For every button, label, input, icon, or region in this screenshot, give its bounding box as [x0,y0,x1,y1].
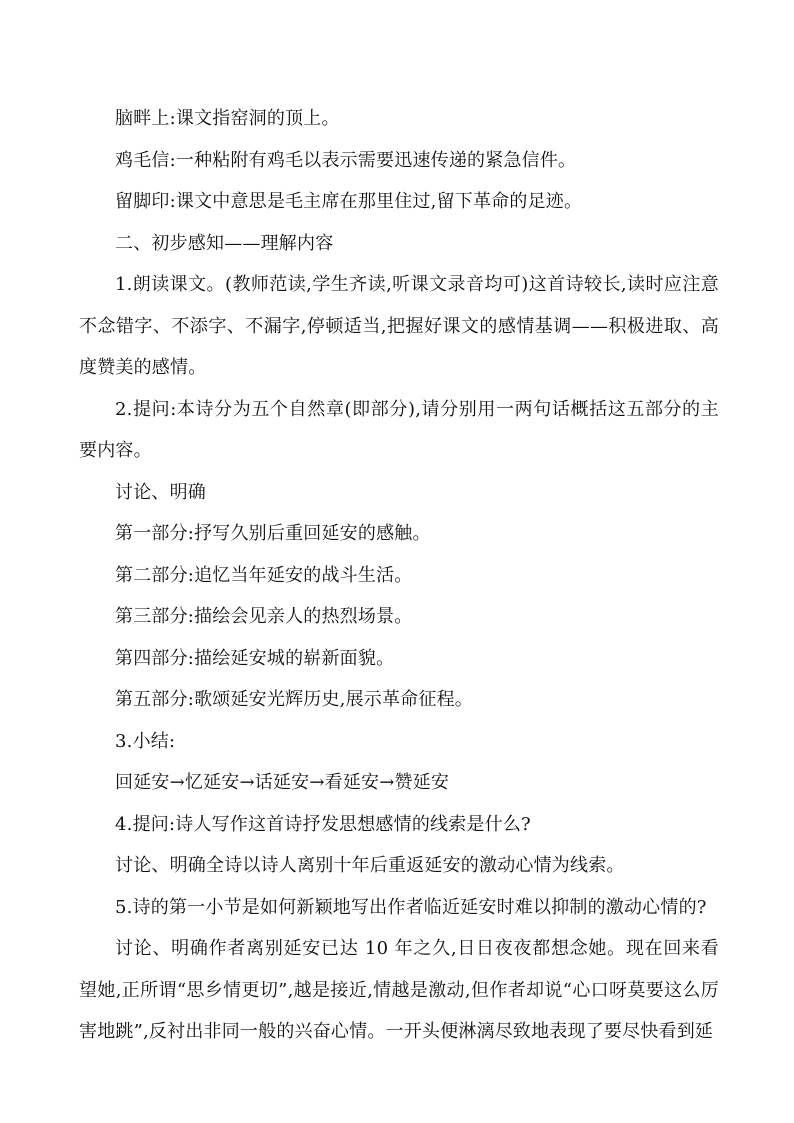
part-4-summary: 第四部分:描绘延安城的崭新面貌。 [115,647,395,669]
definition-liujiaoyin: 留脚印:课文中意思是毛主席在那里住过,留下革命的足迹。 [115,191,583,212]
summary-chain: 回延安→忆延安→话延安→看延安→赞延安 [115,772,450,793]
step-1-paragraph: 1.朗读课文。(教师范读,学生齐读,听课文录音均可)这首诗较长,读时应注意不念错字、不添字、不漏字,停顿适当,把握好课文的感情基调——积极进取、高度赞美的感情。 [79,274,719,378]
discussion-label: 讨论、明确 [115,481,206,503]
step-5-answer: 讨论、明确作者离别延安已达 10 年之久,日日夜夜都想念她。现在回来看望她,正所谓“思乡情更切”,越是接近,情越是激动,但作者却说“心口呀莫要这么厉害地跳”,反衬出非同一般的兴奋心情。一开头便淋漓尽致地表现了要尽快看到延 [79,938,719,1042]
section-heading: 二、初步感知——理解内容 [115,232,334,254]
part-2-summary: 第二部分:追忆当年延安的战斗生活。 [115,564,413,586]
step-4-answer: 讨论、明确全诗以诗人离别十年后重返延安的激动心情为线索。 [115,855,625,876]
definition-jimaoxin: 鸡毛信:一种粘附有鸡毛以表示需要迅速传递的紧急信件。 [115,149,577,171]
part-3-summary: 第三部分:描绘会见亲人的热烈场景。 [115,606,413,627]
step-2-paragraph: 2.提问:本诗分为五个自然章(即部分),请分别用一两句话概括这五部分的主要内容。 [79,398,719,461]
step-3-label: 3.小结: [115,730,176,752]
step-5-question: 5.诗的第一小节是如何新颖地写出作者临近延安时难以抑制的激动心情的? [115,896,707,918]
definition-naopan: 脑畔上:课文指窑洞的顶上。 [115,108,340,129]
document-body [79,98,719,1053]
step-4-question: 4.提问:诗人写作这首诗抒发思想感情的线索是什么? [115,813,531,835]
part-5-summary: 第五部分:歌颂延安光辉历史,展示革命征程。 [115,689,473,710]
part-1-summary: 第一部分:抒写久别后重回延安的感触。 [115,523,431,544]
